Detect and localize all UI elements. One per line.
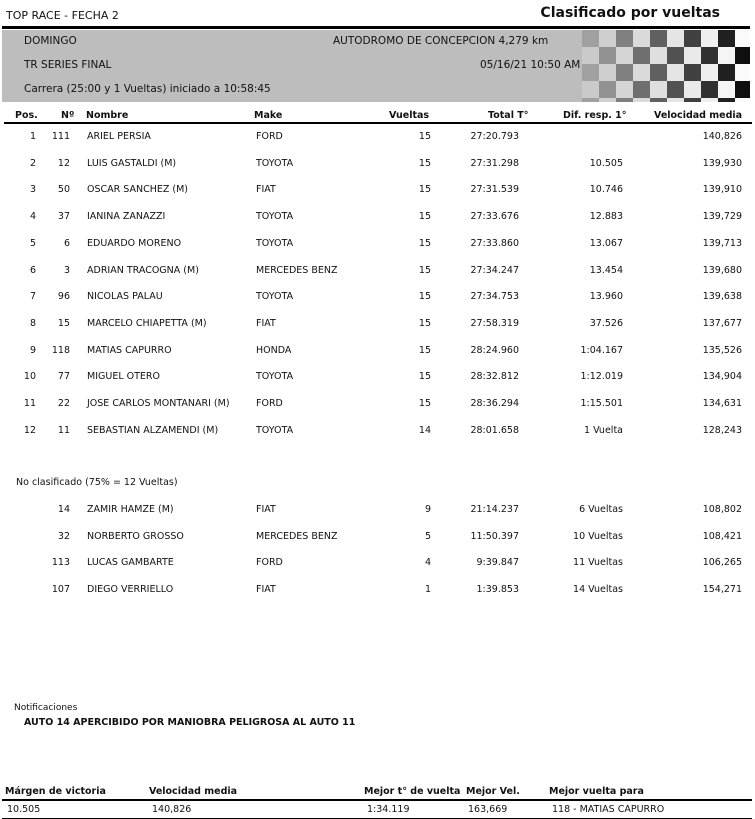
checker-cell: [701, 47, 718, 64]
cell-total: 27:31.298: [470, 157, 519, 169]
cell-num: 22: [57, 398, 70, 409]
checker-cell: [599, 64, 616, 81]
cell-speed: 134,631: [702, 398, 742, 409]
checker-cell: [718, 98, 735, 102]
nc-cell-speed: 106,265: [702, 557, 742, 569]
cell-pos: 12: [23, 424, 36, 436]
col-laps: Vueltas: [389, 110, 430, 121]
table-row: [0, 265, 755, 279]
checker-cell: [582, 30, 599, 47]
summary-margin: 10.505: [7, 804, 41, 815]
cell-speed: 139,680: [702, 264, 742, 276]
cell-num: 96: [57, 291, 70, 303]
table-row: [0, 131, 755, 145]
summary-values: [2, 804, 752, 819]
nc-cell-total: 21:14.237: [470, 504, 519, 515]
col-num: Nº: [61, 110, 75, 121]
table-row: [0, 557, 755, 571]
table-row: [0, 371, 755, 385]
checker-cell: [582, 98, 599, 102]
checker-cell: [633, 47, 650, 64]
nc-cell-num: 113: [51, 557, 70, 569]
cell-laps: 15: [418, 184, 431, 196]
table-row: [0, 345, 755, 359]
cell-name: NICOLAS PALAU: [87, 291, 163, 303]
summary-margin-label: Márgen de victoria: [5, 786, 106, 797]
nc-cell-num: 32: [57, 530, 70, 542]
summary-avg-speed: 140,826: [152, 804, 192, 815]
nc-cell-speed: 108,421: [702, 530, 742, 542]
cell-num: 11: [57, 424, 70, 436]
cell-make: TOYOTA: [256, 157, 294, 169]
cell-make: FORD: [256, 398, 283, 409]
checker-cell: [599, 98, 616, 102]
not-classified-label: No clasificado (75% = 12 Vueltas): [16, 477, 178, 488]
checker-cell: [667, 64, 684, 81]
cell-laps: 15: [418, 371, 431, 383]
col-name: Nombre: [86, 110, 129, 121]
cell-pos: 5: [29, 237, 36, 249]
checker-cell: [650, 81, 667, 98]
col-diff: Dif. resp. 1°: [563, 110, 627, 121]
summary-best-lap: 1:34.119: [367, 804, 410, 815]
col-make: Make: [254, 110, 283, 121]
cell-speed: 128,243: [702, 424, 742, 436]
cell-speed: 134,904: [702, 371, 742, 383]
cell-speed: 139,638: [702, 291, 742, 303]
summary-best-lap-label: Mejor t° de vuelta: [364, 786, 461, 797]
cell-make: FORD: [256, 131, 283, 142]
cell-total: 28:01.658: [470, 424, 519, 436]
notifications-label: Notificaciones: [14, 703, 78, 713]
col-total: Total T°: [488, 110, 529, 121]
cell-total: 27:34.753: [470, 291, 519, 303]
nc-cell-diff: 11 Vueltas: [573, 557, 623, 569]
nc-cell-make: FIAT: [256, 584, 276, 596]
nc-cell-name: ZAMIR HAMZE (M): [87, 504, 174, 515]
table-row: [0, 291, 755, 305]
cell-diff: 1:15.501: [580, 398, 623, 409]
checker-cell: [599, 81, 616, 98]
checker-cell: [718, 64, 735, 81]
cell-name: MATIAS CAPURRO: [87, 344, 172, 356]
cell-laps: 14: [418, 424, 431, 436]
race-series: TR SERIES FINAL: [24, 59, 112, 71]
cell-num: 12: [57, 157, 70, 169]
summary-best-lap-by: 118 - MATIAS CAPURRO: [552, 804, 665, 815]
cell-diff: 1 Vuelta: [584, 424, 623, 436]
cell-diff: 13.454: [589, 264, 623, 276]
cell-name: ADRIAN TRACOGNA (M): [87, 264, 199, 276]
summary-avg-speed-label: Velocidad media: [149, 786, 238, 797]
cell-make: FIAT: [256, 184, 276, 196]
nc-cell-diff: 14 Vueltas: [573, 584, 623, 596]
checker-cell: [667, 81, 684, 98]
cell-total: 27:58.319: [470, 317, 519, 329]
checker-cell: [684, 30, 701, 47]
checker-cell: [616, 98, 633, 102]
cell-pos: 8: [29, 317, 36, 329]
nc-cell-total: 9:39.847: [476, 557, 519, 569]
race-datetime: 05/16/21 10:50 AM: [480, 59, 581, 71]
table-row: [0, 425, 755, 439]
cell-speed: 135,526: [702, 344, 742, 356]
checker-cell: [718, 81, 735, 98]
nc-cell-total: 1:39.853: [476, 584, 519, 596]
cell-pos: 1: [29, 131, 36, 142]
cell-pos: 9: [29, 344, 36, 356]
notification-text: AUTO 14 APERCIBIDO POR MANIOBRA PELIGROSA AL AUTO 11: [24, 717, 356, 728]
cell-total: 27:34.247: [470, 264, 519, 276]
cell-diff: 10.505: [589, 157, 623, 169]
checker-cell: [650, 98, 667, 102]
results-column-headers: [4, 108, 752, 124]
nc-cell-name: DIEGO VERRIELLO: [87, 584, 174, 596]
cell-diff: 13.960: [589, 291, 623, 303]
checker-cell: [616, 81, 633, 98]
nc-cell-diff: 6 Vueltas: [579, 504, 623, 515]
checker-cell: [667, 30, 684, 47]
checker-cell: [616, 64, 633, 81]
cell-name: MIGUEL OTERO: [87, 371, 160, 383]
cell-name: LUIS GASTALDI (M): [87, 157, 177, 169]
nc-cell-laps: 1: [424, 584, 431, 596]
cell-laps: 15: [418, 398, 431, 409]
checker-cell: [599, 47, 616, 64]
cell-num: 50: [57, 184, 70, 196]
report-header: [2, 3, 750, 29]
checker-cell: [616, 47, 633, 64]
checker-cell: [735, 98, 750, 102]
cell-name: IANINA ZANAZZI: [87, 211, 166, 223]
cell-name: SEBASTIAN ALZAMENDI (M): [87, 424, 219, 436]
checker-cell: [701, 98, 718, 102]
checker-cell: [701, 81, 718, 98]
cell-make: TOYOTA: [256, 237, 294, 249]
cell-pos: 4: [29, 211, 36, 223]
race-info: Carrera (25:00 y 1 Vueltas) iniciado a 10:58:45: [24, 83, 271, 95]
summary-best-speed: 163,669: [468, 804, 508, 815]
checker-cell: [633, 30, 650, 47]
cell-speed: 139,930: [702, 157, 742, 169]
cell-total: 28:24.960: [470, 344, 519, 356]
cell-diff: 13.067: [589, 237, 623, 249]
checker-cell: [633, 64, 650, 81]
cell-name: OSCAR SANCHEZ (M): [87, 184, 188, 196]
cell-num: 37: [57, 211, 70, 223]
cell-pos: 7: [29, 291, 36, 303]
race-banner: [2, 30, 750, 102]
cell-laps: 15: [418, 317, 431, 329]
cell-pos: 6: [29, 264, 36, 276]
cell-pos: 10: [23, 371, 36, 383]
cell-diff: 37.526: [589, 317, 623, 329]
checker-cell: [650, 30, 667, 47]
cell-num: 15: [57, 317, 70, 329]
nc-cell-num: 107: [51, 584, 70, 596]
checker-cell: [701, 64, 718, 81]
checker-cell: [582, 64, 599, 81]
checker-cell: [735, 81, 750, 98]
cell-total: 27:20.793: [470, 131, 519, 142]
summary-headers: [2, 786, 752, 801]
cell-laps: 15: [418, 237, 431, 249]
nc-cell-diff: 10 Vueltas: [573, 530, 623, 542]
cell-pos: 11: [23, 398, 36, 409]
nc-cell-make: FORD: [256, 557, 283, 569]
table-row: [0, 504, 755, 518]
race-venue: AUTODROMO DE CONCEPCION 4,279 km: [333, 35, 549, 47]
cell-name: JOSE CARLOS MONTANARI (M): [87, 398, 230, 409]
checker-cell: [735, 47, 750, 64]
table-row: [0, 184, 755, 198]
nc-cell-speed: 154,271: [702, 584, 742, 596]
cell-diff: 1:04.167: [580, 344, 623, 356]
cell-speed: 139,729: [702, 211, 742, 223]
cell-num: 77: [57, 371, 70, 383]
nc-cell-total: 11:50.397: [470, 530, 519, 542]
nc-cell-name: NORBERTO GROSSO: [87, 530, 184, 542]
checker-cell: [718, 47, 735, 64]
table-row: [0, 584, 755, 598]
race-day: DOMINGO: [24, 35, 77, 47]
nc-cell-laps: 9: [424, 504, 431, 515]
summary-best-lap-by-label: Mejor vuelta para: [549, 786, 644, 797]
table-row: [0, 158, 755, 172]
cell-laps: 15: [418, 131, 431, 142]
cell-name: ARIEL PERSIA: [87, 131, 151, 142]
checker-cell: [650, 64, 667, 81]
checker-cell: [667, 98, 684, 102]
nc-cell-make: FIAT: [256, 504, 276, 515]
report-title: Clasificado por vueltas: [540, 5, 720, 21]
cell-total: 27:33.676: [470, 211, 519, 223]
cell-speed: 139,910: [702, 184, 742, 196]
checker-cell: [684, 47, 701, 64]
cell-make: TOYOTA: [256, 371, 294, 383]
cell-total: 28:32.812: [470, 371, 519, 383]
cell-speed: 139,713: [702, 237, 742, 249]
cell-make: TOYOTA: [256, 211, 294, 223]
checker-cell: [735, 64, 750, 81]
cell-num: 118: [51, 344, 70, 356]
checker-cell: [582, 81, 599, 98]
event-title: TOP RACE - FECHA 2: [6, 9, 119, 22]
nc-cell-speed: 108,802: [702, 504, 742, 515]
cell-num: 111: [51, 131, 70, 142]
cell-total: 27:33.860: [470, 237, 519, 249]
checker-cell: [718, 30, 735, 47]
cell-laps: 15: [418, 211, 431, 223]
checker-cell: [701, 30, 718, 47]
checker-cell: [599, 30, 616, 47]
cell-make: FIAT: [256, 317, 276, 329]
cell-speed: 137,677: [702, 317, 742, 329]
cell-laps: 15: [418, 157, 431, 169]
checker-cell: [684, 98, 701, 102]
checker-cell: [667, 47, 684, 64]
checker-cell: [633, 98, 650, 102]
checker-cell: [650, 47, 667, 64]
col-pos: Pos.: [15, 110, 38, 121]
checker-cell: [684, 64, 701, 81]
cell-name: MARCELO CHIAPETTA (M): [87, 317, 207, 329]
cell-num: 3: [63, 264, 70, 276]
cell-total: 27:31.539: [470, 184, 519, 196]
checker-cell: [633, 81, 650, 98]
nc-cell-name: LUCAS GAMBARTE: [87, 557, 174, 569]
cell-speed: 140,826: [702, 131, 742, 142]
cell-total: 28:36.294: [470, 398, 519, 409]
cell-laps: 15: [418, 264, 431, 276]
cell-diff: 1:12.019: [580, 371, 623, 383]
checker-cell: [735, 30, 750, 47]
checker-cell: [582, 47, 599, 64]
checker-cell: [684, 81, 701, 98]
cell-pos: 3: [29, 184, 36, 196]
nc-cell-num: 14: [57, 504, 70, 515]
table-row: [0, 531, 755, 545]
summary-best-speed-label: Mejor Vel.: [466, 786, 520, 797]
cell-pos: 2: [29, 157, 36, 169]
cell-make: TOYOTA: [256, 424, 294, 436]
nc-cell-laps: 5: [424, 530, 431, 542]
nc-cell-make: MERCEDES BENZ: [256, 530, 338, 542]
cell-make: MERCEDES BENZ: [256, 264, 338, 276]
table-row: [0, 238, 755, 252]
nc-cell-laps: 4: [424, 557, 431, 569]
cell-laps: 15: [418, 344, 431, 356]
cell-name: EDUARDO MORENO: [87, 237, 182, 249]
cell-diff: 12.883: [589, 211, 623, 223]
table-row: [0, 398, 755, 412]
cell-diff: 10.746: [589, 184, 623, 196]
checker-cell: [616, 30, 633, 47]
cell-laps: 15: [418, 291, 431, 303]
table-row: [0, 211, 755, 225]
col-speed: Velocidad media: [654, 110, 743, 121]
cell-make: HONDA: [256, 344, 292, 356]
checkered-flag-icon: [582, 30, 750, 102]
cell-make: TOYOTA: [256, 291, 294, 303]
table-row: [0, 318, 755, 332]
cell-num: 6: [63, 237, 70, 249]
